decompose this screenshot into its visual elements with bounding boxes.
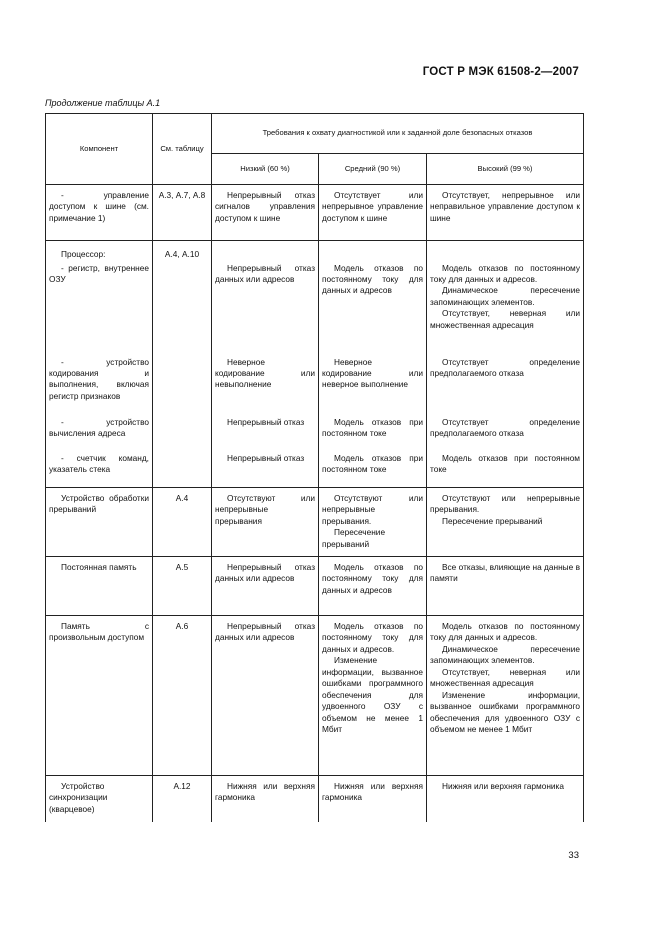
header-component: Компонент	[46, 114, 153, 185]
cell-medium-line: Отсутствуют или непрерывные прерывания.	[322, 493, 423, 526]
header-requirements: Требования к охвату диагностикой или к заданной доле безопасных отказов	[212, 114, 584, 154]
cell-high-line: Изменение информации, вызванное ошибками программного обеспечения для удвоенного ОЗУ с объемом не менее 1 Мбит	[430, 689, 581, 734]
cell-high: Отсутствует определение предполагаемого отказа	[427, 417, 584, 453]
cell-component: - устройство кодирования и выполнения, включая регистр признаков	[46, 357, 153, 417]
cell-medium: Отсутствует или непрерывное управление доступом к шине	[319, 185, 427, 241]
table-row	[46, 453, 584, 488]
cell-ref: А.12	[153, 776, 212, 822]
cell-high	[427, 488, 584, 557]
cell-ref: А.6	[153, 616, 212, 776]
cell-medium-line: Модель отказов по постоянному току для данных и адресов.	[322, 621, 423, 654]
cell-component: Постоянная память	[46, 557, 153, 616]
table-row	[46, 488, 584, 557]
cell-component: - управление доступом к шине (см. примечание 1)	[46, 185, 153, 241]
cell-high	[427, 263, 584, 357]
header-medium: Средний (90 %)	[319, 154, 427, 185]
cell-high-line: Модель отказов по постоянному току для данных и адресов.	[430, 621, 581, 643]
cell-low: Непрерывный отказ	[212, 453, 319, 488]
cell-high: Отсутствует определение предполагаемого отказа	[427, 357, 584, 417]
cell-ref: А.4	[153, 488, 212, 557]
cell-low: Неверное кодирование или невыполнение	[212, 357, 319, 417]
cell-high: Все отказы, влияющие на данные в памяти	[427, 557, 584, 616]
cell-high-line: Динамическое пересечение запоминающих элементов.	[430, 643, 581, 666]
cell-component: - устройство вычисления адреса	[46, 417, 153, 453]
cell-medium: Неверное кодирование или неверное выполнение	[319, 357, 427, 417]
cell-high-line: Отсутствует, неверная или множественная адресация	[430, 308, 581, 330]
cell-component: Процессор:	[46, 241, 153, 263]
cell-high-line: Модель отказов по постоянному току для данных и адресов.	[430, 262, 581, 284]
table-row	[46, 557, 584, 616]
table-row	[46, 357, 584, 417]
cell-high: Отсутствует, непрерывное или неправильное управление доступом к шине	[427, 185, 584, 241]
cell-ref: А.3, А.7, А.8	[153, 185, 212, 241]
document-header-standard: ГОСТ Р МЭК 61508-2—2007	[422, 66, 579, 78]
cell-medium: Модель отказов при постоянном токе	[319, 453, 427, 488]
cell-low: Нижняя или верхняя гармоника	[212, 776, 319, 822]
cell-high	[427, 616, 584, 776]
table-continuation-caption: Продолжение таблицы А.1	[45, 98, 161, 108]
cell-ref: А.5	[153, 557, 212, 616]
header-high: Высокий (99 %)	[427, 154, 584, 185]
cell-medium: Нижняя или верхняя гармоника	[319, 776, 427, 822]
cell-medium: Модель отказов при постоянном токе	[319, 417, 427, 453]
cell-low: Отсутствуют или непрерывные прерывания	[212, 488, 319, 557]
table-row	[46, 241, 584, 263]
cell-low: Непрерывный отказ данных или адресов	[212, 616, 319, 776]
cell-low: Непрерывный отказ данных или адресов	[212, 263, 319, 357]
cell-high: Модель отказов при постоянном токе	[427, 453, 584, 488]
header-low: Низкий (60 %)	[212, 154, 319, 185]
cell-high-line: Отсутствуют или непрерывные прерывания.	[430, 493, 581, 515]
cell-ref: А.4, А.10	[153, 241, 212, 263]
table-row	[46, 185, 584, 241]
cell-medium-line: Пересечение прерываний	[322, 527, 386, 549]
cell-high-line: Отсутствует, неверная или множественная адресация	[430, 666, 581, 689]
table-row	[46, 263, 584, 357]
table-row	[46, 417, 584, 453]
cell-component: Устройство обработки прерываний	[46, 488, 153, 557]
cell-medium: Модель отказов по постоянному току для данных и адресов	[319, 263, 427, 357]
cell-medium	[319, 488, 427, 557]
requirements-table	[45, 113, 584, 822]
page-number: 33	[568, 850, 579, 861]
cell-component: Устройство синхронизации (кварцевое)	[46, 776, 153, 822]
cell-component: - регистр, внутреннее ОЗУ	[46, 263, 153, 357]
cell-high-line: Динамическое пересечение запоминающих элементов.	[430, 285, 581, 307]
header-see-table: См. таблицу	[153, 114, 212, 185]
cell-medium-line: Изменение информации, вызванное ошибками программного обеспечения для удвоенного ОЗУ с объемом не менее 1 Мбит	[322, 655, 423, 734]
cell-component: Память с произвольным доступом	[46, 616, 153, 776]
table-row	[46, 616, 584, 776]
table-row	[46, 776, 584, 822]
cell-medium	[319, 616, 427, 776]
cell-low: Непрерывный отказ	[212, 417, 319, 453]
cell-low: Непрерывный отказ данных или адресов	[212, 557, 319, 616]
cell-high: Нижняя или верхняя гармоника	[427, 776, 584, 822]
cell-medium: Модель отказов по постоянному току для данных и адресов	[319, 557, 427, 616]
cell-component: - счетчик команд, указатель стека	[46, 453, 153, 488]
cell-low: Непрерывный отказ сигналов управления доступом к шине	[212, 185, 319, 241]
cell-high-line: Пересечение прерываний	[442, 515, 543, 526]
